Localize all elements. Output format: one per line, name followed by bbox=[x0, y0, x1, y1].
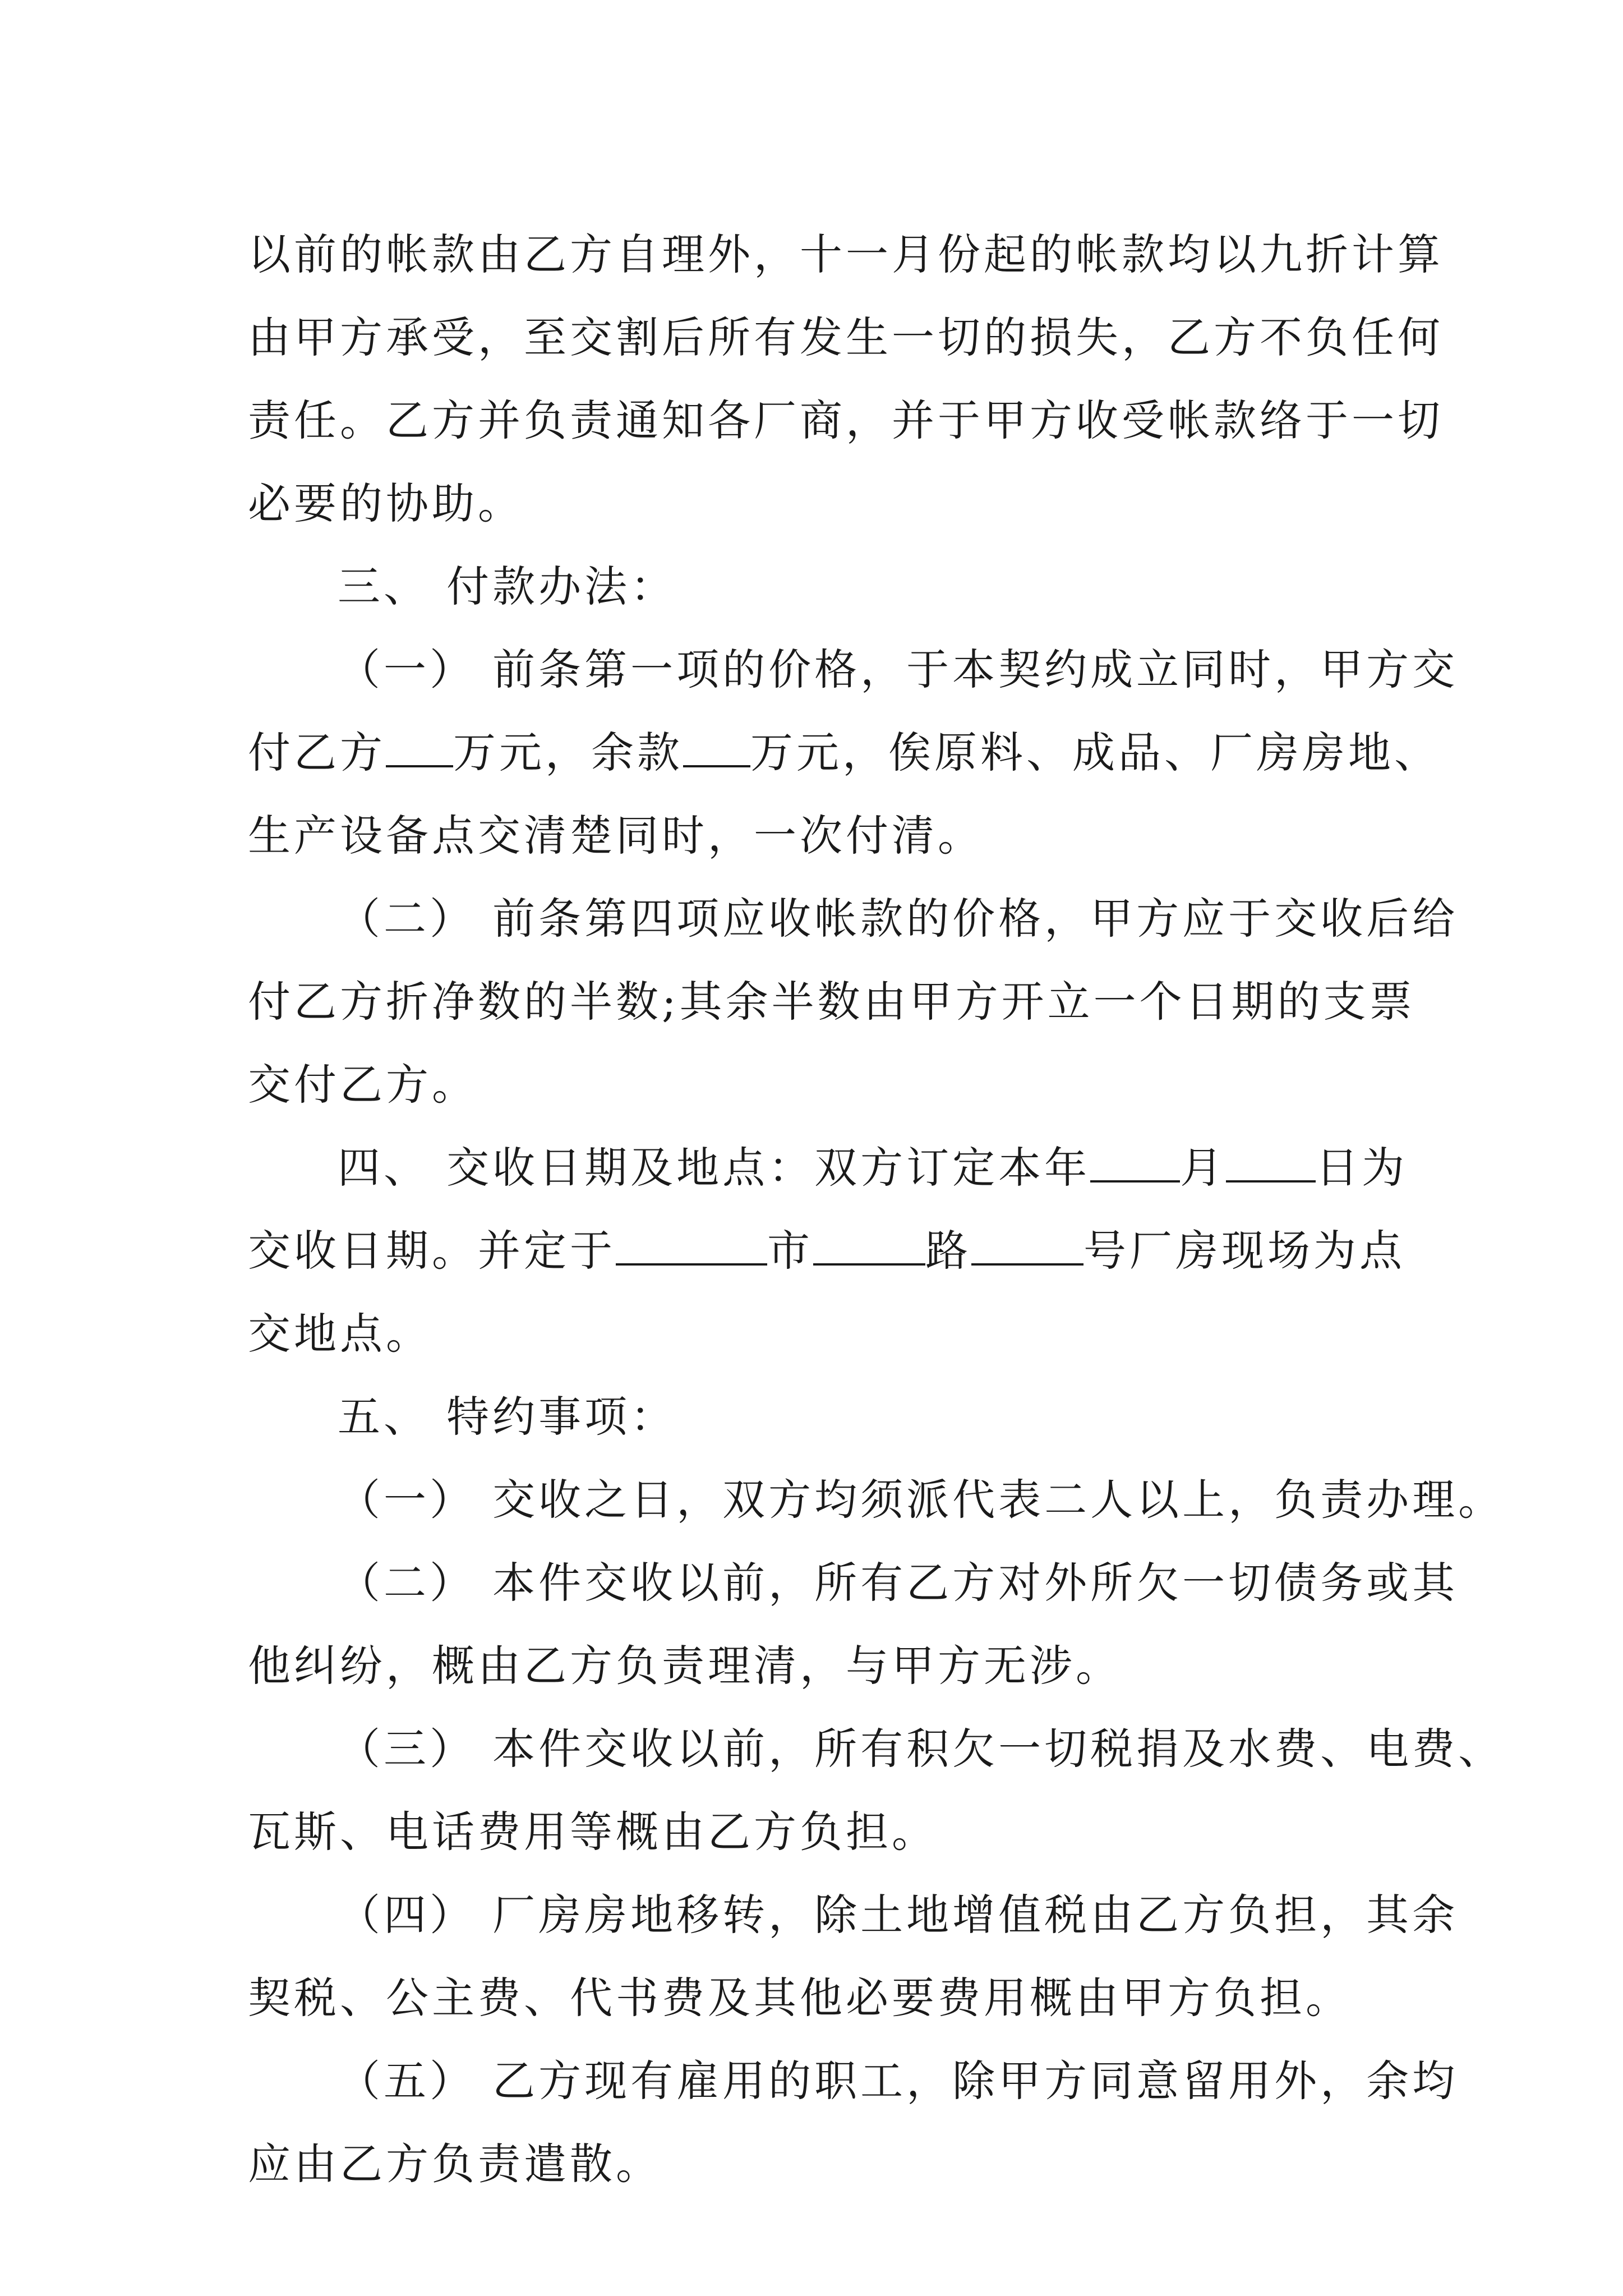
text-segment: 付乙方 bbox=[248, 728, 386, 777]
paragraph-line: （五） 乙方现有雇用的职工，除甲方同意留用外，余均 bbox=[338, 2056, 1459, 2106]
text-segment: 交收日期。并定于 bbox=[248, 1226, 616, 1276]
blank-city-field bbox=[616, 1230, 767, 1266]
text-segment: 号厂房现场为点 bbox=[1083, 1226, 1405, 1276]
paragraph-line: 以前的帐款由乙方自理外，十一月份起的帐款均以九折计算 bbox=[248, 229, 1444, 279]
blank-number-field bbox=[971, 1230, 1083, 1266]
paragraph-line: 应由乙方负责遣散。 bbox=[248, 2139, 662, 2189]
section-heading-special-terms: 五、 特约事项： bbox=[338, 1392, 677, 1442]
paragraph-line: （二） 本件交收以前，所有乙方对外所欠一切债务或其 bbox=[338, 1558, 1459, 1608]
text-segment: 路 bbox=[925, 1226, 971, 1276]
paragraph-line-with-blanks bbox=[248, 711, 1440, 794]
text-segment: 月 bbox=[1180, 1143, 1227, 1193]
paragraph-line: 瓦斯、电话费用等概由乙方负担。 bbox=[248, 1807, 938, 1857]
text-segment: 万元，余款 bbox=[453, 728, 683, 777]
paragraph-line: 生产设备点交清楚同时，一次付清。 bbox=[248, 811, 984, 861]
paragraph-line: 责任。乙方并负责通知各厂商，并于甲方收受帐款络于一切 bbox=[248, 395, 1444, 445]
blank-road-field bbox=[813, 1230, 925, 1266]
text-segment: 日为 bbox=[1316, 1143, 1408, 1193]
paragraph-line: 交地点。 bbox=[248, 1309, 432, 1359]
paragraph-line: （一） 前条第一项的价格，于本契约成立同时，甲方交 bbox=[338, 645, 1459, 694]
text-segment: 市 bbox=[767, 1226, 813, 1276]
paragraph-line: 契税、公主费、代书费及其他必要费用概由甲方负担。 bbox=[248, 1973, 1352, 2023]
paragraph-line: 由甲方承受，至交割后所有发生一切的损失，乙方不负任何 bbox=[248, 312, 1444, 362]
paragraph-line: （四） 厂房房地移转，除土地增值税由乙方负担，其余 bbox=[338, 1890, 1459, 1940]
paragraph-line: 交付乙方。 bbox=[248, 1060, 478, 1110]
paragraph-line: （一） 交收之日，双方均须派代表二人以上，负责办理。 bbox=[338, 1475, 1505, 1525]
document-body bbox=[248, 213, 1505, 2206]
paragraph-line: 必要的协助。 bbox=[248, 478, 524, 528]
text-segment: 万元，俟原料、成品、厂房房地、 bbox=[750, 728, 1440, 777]
blank-balance-field bbox=[683, 731, 750, 767]
section-heading-delivery bbox=[248, 1126, 1408, 1209]
paragraph-line: 付乙方折净数的半数;其余半数由甲方开立一个日期的支票 bbox=[248, 977, 1415, 1027]
paragraph-line: （二） 前条第四项应收帐款的价格，甲方应于交收后给 bbox=[338, 894, 1459, 944]
blank-amount-field bbox=[386, 731, 453, 767]
blank-day-field bbox=[1226, 1147, 1316, 1182]
text-segment: 四、 交收日期及地点：双方订定本年 bbox=[338, 1143, 1091, 1193]
section-heading-payment: 三、 付款办法： bbox=[338, 562, 677, 611]
paragraph-line-with-blanks bbox=[248, 1209, 1405, 1292]
paragraph-line: 他纠纷，概由乙方负责理清，与甲方无涉。 bbox=[248, 1641, 1122, 1691]
paragraph-line: （三） 本件交收以前，所有积欠一切税捐及水费、电费、 bbox=[338, 1724, 1505, 1774]
blank-month-field bbox=[1090, 1147, 1180, 1182]
